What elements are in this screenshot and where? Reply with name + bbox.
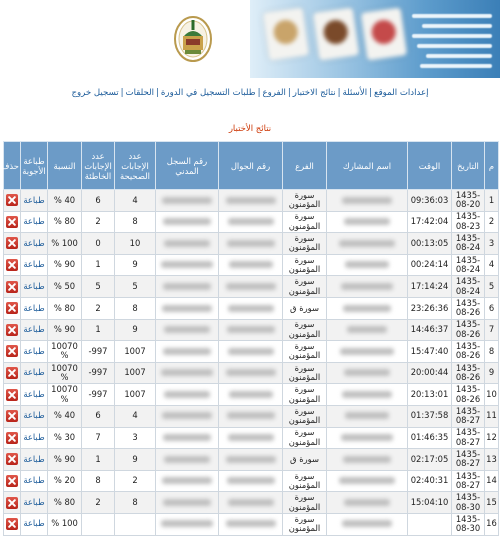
delete-icon[interactable] <box>6 389 18 401</box>
nav-link-logout[interactable]: تسجيل خروج <box>71 88 119 98</box>
row-number: 14 <box>485 470 499 492</box>
civil-id-redacted <box>156 449 219 471</box>
delete-icon[interactable] <box>6 518 18 530</box>
correct-count: 10 <box>115 233 156 255</box>
delete-icon[interactable] <box>6 281 18 293</box>
row-branch: سورة المؤمنون <box>283 384 327 406</box>
banner-text-blur <box>412 34 492 38</box>
row-time <box>408 513 452 535</box>
row-branch: سورة المؤمنون <box>283 211 327 233</box>
delete-icon[interactable] <box>6 194 18 206</box>
table-row <box>4 470 499 492</box>
table-row <box>4 492 499 514</box>
print-answers-link[interactable]: طباعة <box>23 410 45 421</box>
wrong-count: 2 <box>82 211 115 233</box>
civil-id-redacted <box>156 513 219 535</box>
civil-id-redacted <box>156 297 219 319</box>
nav-separator: | <box>120 88 124 98</box>
delete-cell <box>4 233 21 255</box>
mobile-redacted <box>219 319 283 341</box>
delete-cell <box>4 297 21 319</box>
print-cell <box>21 492 48 514</box>
banner-tile <box>313 7 359 60</box>
print-cell <box>21 297 48 319</box>
delete-icon[interactable] <box>6 302 18 314</box>
civil-id-redacted <box>156 254 219 276</box>
print-answers-link[interactable]: طباعة <box>23 237 45 248</box>
civil-id-redacted <box>156 492 219 514</box>
row-date: 1435-08-27 <box>452 427 485 449</box>
table-row <box>4 362 499 384</box>
correct-count: 4 <box>115 405 156 427</box>
percentage: 10070 % <box>48 362 82 384</box>
table-row <box>4 233 499 255</box>
table-row <box>4 276 499 298</box>
delete-icon[interactable] <box>6 237 18 249</box>
print-cell <box>21 233 48 255</box>
site-header <box>0 0 500 78</box>
delete-icon[interactable] <box>6 345 18 357</box>
wrong-count: 5 <box>82 276 115 298</box>
row-number: 7 <box>485 319 499 341</box>
column-header: عدد الإجابات الصحيحة <box>115 142 156 190</box>
print-cell <box>21 449 48 471</box>
row-number: 12 <box>485 427 499 449</box>
row-time: 01:37:58 <box>408 405 452 427</box>
delete-cell <box>4 276 21 298</box>
nav-link-settings[interactable]: إعدادات الموقع <box>374 88 429 98</box>
correct-count: 9 <box>115 449 156 471</box>
civil-id-redacted <box>156 319 219 341</box>
participant-name-redacted <box>327 341 408 363</box>
table-row <box>4 427 499 449</box>
delete-cell <box>4 362 21 384</box>
print-cell <box>21 190 48 212</box>
table-row <box>4 341 499 363</box>
wrong-count: 1 <box>82 319 115 341</box>
column-header: طباعة الأجوبة <box>21 142 48 190</box>
print-cell <box>21 513 48 535</box>
mobile-redacted <box>219 190 283 212</box>
column-header: رقم السجل المدني <box>156 142 219 190</box>
banner-text-blur <box>412 14 492 18</box>
row-number: 15 <box>485 492 499 514</box>
wrong-count: 0 <box>82 233 115 255</box>
table-row <box>4 319 499 341</box>
row-date: 1435-08-27 <box>452 449 485 471</box>
print-answers-link[interactable]: طباعة <box>23 216 45 227</box>
row-date: 1435-08-26 <box>452 297 485 319</box>
row-date: 1435-08-24 <box>452 276 485 298</box>
civil-id-redacted <box>156 276 219 298</box>
column-header: رقم الجوال <box>219 142 283 190</box>
correct-count: 5 <box>115 276 156 298</box>
percentage: 80 % <box>48 492 82 514</box>
row-branch: سورة المؤمنون <box>283 405 327 427</box>
wrong-count: 2 <box>82 297 115 319</box>
print-answers-link[interactable]: طباعة <box>23 367 45 378</box>
print-answers-link[interactable]: طباعة <box>23 280 45 291</box>
row-date: 1435-08-27 <box>452 470 485 492</box>
mobile-redacted <box>219 211 283 233</box>
row-date: 1435-08-24 <box>452 233 485 255</box>
delete-icon[interactable] <box>6 324 18 336</box>
delete-icon[interactable] <box>6 259 18 271</box>
table-row <box>4 405 499 427</box>
nav-link-questions[interactable]: الأسئلة <box>342 88 368 98</box>
print-cell <box>21 211 48 233</box>
delete-cell <box>4 449 21 471</box>
correct-count: 9 <box>115 254 156 276</box>
row-time: 17:42:04 <box>408 211 452 233</box>
row-branch: سورة المؤمنون <box>283 276 327 298</box>
participant-name-redacted <box>327 470 408 492</box>
row-date: 1435-08-26 <box>452 384 485 406</box>
participant-name-redacted <box>327 254 408 276</box>
row-branch: سورة المؤمنون <box>283 190 327 212</box>
print-cell <box>21 384 48 406</box>
percentage: 80 % <box>48 297 82 319</box>
print-answers-link[interactable]: طباعة <box>23 324 45 335</box>
nav-link-branches[interactable]: الفروع <box>262 88 286 98</box>
civil-id-redacted <box>156 362 219 384</box>
print-answers-link[interactable]: طباعة <box>23 259 45 270</box>
correct-count: 1007 <box>115 362 156 384</box>
participant-name-redacted <box>327 362 408 384</box>
row-number: 10 <box>485 384 499 406</box>
civil-id-redacted <box>156 427 219 449</box>
civil-id-redacted <box>156 341 219 363</box>
row-branch: سورة ق <box>283 449 327 471</box>
participant-name-redacted <box>327 427 408 449</box>
wrong-count: 997- <box>82 384 115 406</box>
table-row <box>4 449 499 471</box>
row-time: 15:47:40 <box>408 341 452 363</box>
participant-name-redacted <box>327 190 408 212</box>
table-row <box>4 190 499 212</box>
row-date: 1435-08-30 <box>452 513 485 535</box>
wrong-count: 6 <box>82 405 115 427</box>
correct-count <box>115 513 156 535</box>
row-branch: سورة المؤمنون <box>283 492 327 514</box>
print-cell <box>21 254 48 276</box>
delete-icon[interactable] <box>6 497 18 509</box>
banner-text-blur <box>417 44 492 48</box>
column-header: عدد الإجابات الخاطئة <box>82 142 115 190</box>
wrong-count: 997- <box>82 341 115 363</box>
banner-text-blur <box>426 54 492 58</box>
participant-name-redacted <box>327 297 408 319</box>
print-answers-link[interactable]: طباعة <box>23 518 45 529</box>
table-header-row <box>4 142 499 190</box>
participant-name-redacted <box>327 384 408 406</box>
row-time: 20:13:01 <box>408 384 452 406</box>
row-number: 6 <box>485 297 499 319</box>
row-date: 1435-08-23 <box>452 211 485 233</box>
percentage: 20 % <box>48 470 82 492</box>
percentage: 90 % <box>48 254 82 276</box>
row-branch: سورة المؤمنون <box>283 470 327 492</box>
row-number: 8 <box>485 341 499 363</box>
column-header: اسم المشارك <box>327 142 408 190</box>
row-date: 1435-08-26 <box>452 319 485 341</box>
row-number: 5 <box>485 276 499 298</box>
mobile-redacted <box>219 492 283 514</box>
print-answers-link[interactable]: طباعة <box>23 432 45 443</box>
header-banner <box>250 0 500 78</box>
participant-name-redacted <box>327 492 408 514</box>
delete-cell <box>4 319 21 341</box>
row-time: 14:46:37 <box>408 319 452 341</box>
row-branch: سورة ق <box>283 297 327 319</box>
percentage: 50 % <box>48 276 82 298</box>
row-number: 16 <box>485 513 499 535</box>
civil-id-redacted <box>156 233 219 255</box>
print-answers-link[interactable]: طباعة <box>23 496 45 507</box>
correct-count: 9 <box>115 319 156 341</box>
row-number: 3 <box>485 233 499 255</box>
participant-name-redacted <box>327 233 408 255</box>
row-time: 09:36:03 <box>408 190 452 212</box>
column-header: م <box>485 142 499 190</box>
mobile-redacted <box>219 276 283 298</box>
print-answers-link[interactable]: طباعة <box>23 453 45 464</box>
nav-separator: | <box>156 88 159 98</box>
row-time: 00:13:05 <box>408 233 452 255</box>
row-time: 15:04:10 <box>408 492 452 514</box>
mobile-redacted <box>219 362 283 384</box>
site-logo-icon <box>173 14 213 64</box>
percentage: 10070 % <box>48 384 82 406</box>
mobile-redacted <box>219 449 283 471</box>
row-date: 1435-08-26 <box>452 341 485 363</box>
wrong-count: 1 <box>82 254 115 276</box>
wrong-count <box>82 513 115 535</box>
page-title: نتائج الأختبار <box>228 124 272 134</box>
percentage: 10070 % <box>48 341 82 363</box>
correct-count: 8 <box>115 297 156 319</box>
row-date: 1435-08-26 <box>452 362 485 384</box>
correct-count: 8 <box>115 211 156 233</box>
civil-id-redacted <box>156 190 219 212</box>
correct-count: 3 <box>115 427 156 449</box>
print-answers-link[interactable]: طباعة <box>23 475 45 486</box>
delete-icon[interactable] <box>6 410 18 422</box>
column-header: حذف <box>4 142 21 190</box>
table-row <box>4 254 499 276</box>
row-date: 1435-08-27 <box>452 405 485 427</box>
row-branch: سورة المؤمنون <box>283 233 327 255</box>
mobile-redacted <box>219 233 283 255</box>
row-branch: سورة المؤمنون <box>283 427 327 449</box>
wrong-count: 8 <box>82 470 115 492</box>
print-answers-link[interactable]: طباعة <box>23 194 45 205</box>
correct-count: 2 <box>115 470 156 492</box>
row-branch: سورة المؤمنون <box>283 341 327 363</box>
row-time: 02:17:05 <box>408 449 452 471</box>
column-header: الفرع <box>283 142 327 190</box>
delete-cell <box>4 492 21 514</box>
percentage: 90 % <box>48 449 82 471</box>
results-table <box>0 141 499 536</box>
participant-name-redacted <box>327 513 408 535</box>
percentage: 100 % <box>48 233 82 255</box>
row-time: 20:00:44 <box>408 362 452 384</box>
delete-icon[interactable] <box>6 453 18 465</box>
correct-count: 4 <box>115 190 156 212</box>
row-number: 1 <box>485 190 499 212</box>
wrong-count: 7 <box>82 427 115 449</box>
delete-cell <box>4 254 21 276</box>
row-date: 1435-08-20 <box>452 190 485 212</box>
delete-icon[interactable] <box>6 475 18 487</box>
nav-separator: | <box>337 88 341 98</box>
civil-id-redacted <box>156 405 219 427</box>
delete-cell <box>4 384 21 406</box>
banner-tile <box>263 7 309 60</box>
row-branch: سورة المؤمنون <box>283 319 327 341</box>
percentage: 90 % <box>48 319 82 341</box>
mobile-redacted <box>219 341 283 363</box>
table-row <box>4 211 499 233</box>
print-answers-link[interactable]: طباعة <box>23 302 45 313</box>
banner-text-blur <box>422 24 492 28</box>
mobile-redacted <box>219 297 283 319</box>
participant-name-redacted <box>327 405 408 427</box>
column-header: النسبة <box>48 142 82 190</box>
nav-link-requests[interactable]: طلبات التسجيل في الدورة <box>160 88 256 98</box>
delete-cell <box>4 190 21 212</box>
banner-text-blur <box>420 64 492 68</box>
row-number: 2 <box>485 211 499 233</box>
row-date: 1435-08-30 <box>452 492 485 514</box>
row-number: 11 <box>485 405 499 427</box>
row-number: 4 <box>485 254 499 276</box>
row-date: 1435-08-24 <box>452 254 485 276</box>
percentage: 40 % <box>48 190 82 212</box>
nav-link-circles[interactable]: الحلقات <box>125 88 155 98</box>
print-cell <box>21 276 48 298</box>
correct-count: 8 <box>115 492 156 514</box>
mobile-redacted <box>219 470 283 492</box>
table-row <box>4 384 499 406</box>
civil-id-redacted <box>156 384 219 406</box>
row-time: 17:14:24 <box>408 276 452 298</box>
print-answers-link[interactable]: طباعة <box>23 345 45 356</box>
row-time: 01:46:35 <box>408 427 452 449</box>
delete-icon[interactable] <box>6 367 18 379</box>
correct-count: 1007 <box>115 341 156 363</box>
correct-count: 1007 <box>115 384 156 406</box>
print-cell <box>21 405 48 427</box>
percentage: 40 % <box>48 405 82 427</box>
column-header: الوقت <box>408 142 452 190</box>
civil-id-redacted <box>156 470 219 492</box>
delete-cell <box>4 211 21 233</box>
row-time: 02:40:31 <box>408 470 452 492</box>
nav-separator: | <box>287 88 291 98</box>
delete-cell <box>4 405 21 427</box>
delete-cell <box>4 470 21 492</box>
row-time: 00:24:14 <box>408 254 452 276</box>
row-time: 23:26:36 <box>408 297 452 319</box>
participant-name-redacted <box>327 319 408 341</box>
print-cell <box>21 470 48 492</box>
row-branch: سورة المؤمنون <box>283 362 327 384</box>
nav-separator: | <box>257 88 261 98</box>
table-row <box>4 513 499 535</box>
column-header: التاريخ <box>452 142 485 190</box>
mobile-redacted <box>219 384 283 406</box>
wrong-count: 2 <box>82 492 115 514</box>
print-cell <box>21 341 48 363</box>
participant-name-redacted <box>327 211 408 233</box>
delete-icon[interactable] <box>6 432 18 444</box>
top-navigation <box>0 88 500 98</box>
percentage: 30 % <box>48 427 82 449</box>
delete-cell <box>4 427 21 449</box>
row-number: 13 <box>485 449 499 471</box>
participant-name-redacted <box>327 276 408 298</box>
wrong-count: 997- <box>82 362 115 384</box>
table-row <box>4 297 499 319</box>
print-cell <box>21 319 48 341</box>
row-branch: سورة المؤمنون <box>283 513 327 535</box>
banner-tile <box>361 7 407 60</box>
row-branch: سورة المؤمنون <box>283 254 327 276</box>
print-answers-link[interactable]: طباعة <box>23 388 45 399</box>
wrong-count: 6 <box>82 190 115 212</box>
percentage: 100 % <box>48 513 82 535</box>
participant-name-redacted <box>327 449 408 471</box>
print-cell <box>21 362 48 384</box>
wrong-count: 1 <box>82 449 115 471</box>
delete-icon[interactable] <box>6 216 18 228</box>
row-number: 9 <box>485 362 499 384</box>
nav-separator: | <box>369 88 372 98</box>
delete-cell <box>4 341 21 363</box>
mobile-redacted <box>219 513 283 535</box>
civil-id-redacted <box>156 211 219 233</box>
mobile-redacted <box>219 254 283 276</box>
percentage: 80 % <box>48 211 82 233</box>
nav-link-results[interactable]: نتائج الاختبار <box>292 88 336 98</box>
mobile-redacted <box>219 427 283 449</box>
delete-cell <box>4 513 21 535</box>
print-cell <box>21 427 48 449</box>
mobile-redacted <box>219 405 283 427</box>
